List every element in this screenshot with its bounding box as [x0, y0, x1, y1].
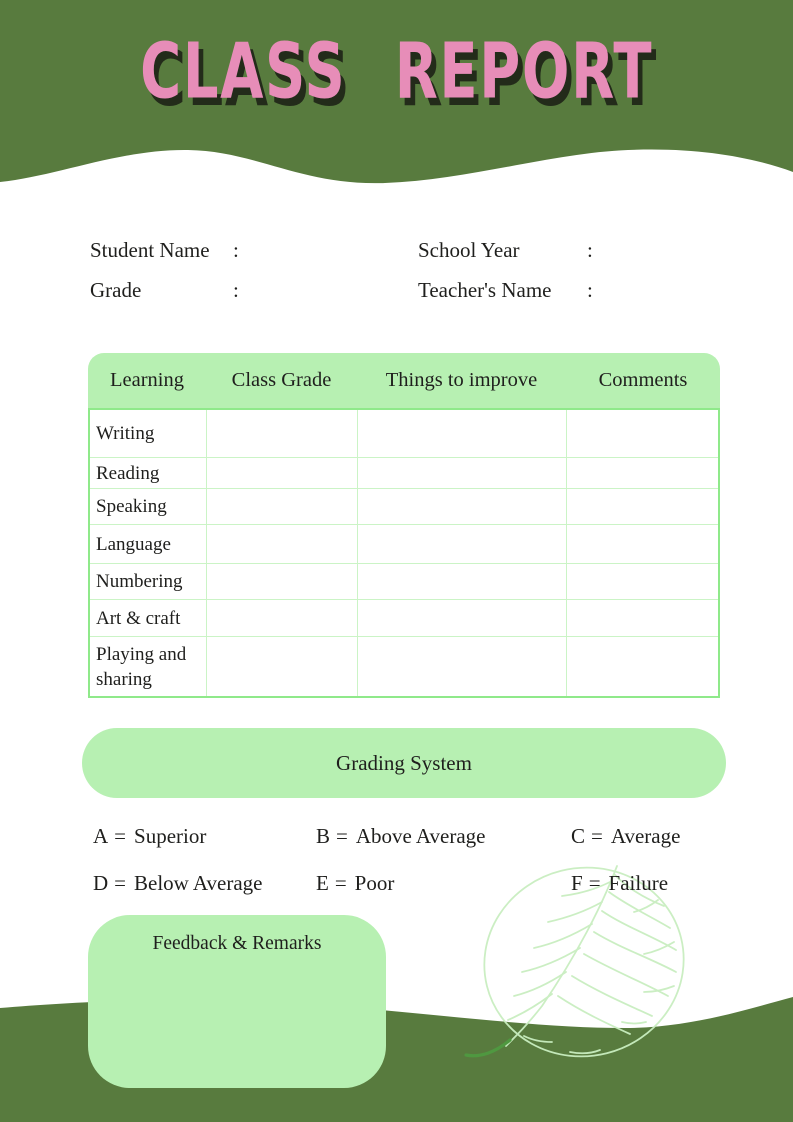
legend-letter: B	[316, 824, 331, 848]
table-row	[90, 636, 718, 696]
legend-item-f	[571, 871, 668, 896]
comments-cell[interactable]	[566, 458, 718, 488]
table-row	[90, 488, 718, 524]
legend-item-a	[93, 824, 206, 849]
grading-system-title: Grading System	[336, 750, 472, 775]
student-name-field	[90, 238, 357, 263]
legend-meaning: Superior	[134, 824, 207, 848]
class-grade-cell[interactable]	[206, 637, 357, 696]
legend-item-e	[316, 871, 394, 896]
table-row	[90, 457, 718, 488]
grade-field	[90, 278, 357, 303]
subject-label: Numbering	[96, 571, 183, 592]
class-grade-cell[interactable]	[206, 410, 357, 457]
things-to-improve-cell[interactable]	[357, 600, 566, 636]
legend-item-c	[571, 824, 680, 849]
equals-sign: =	[591, 824, 603, 848]
column-header-things-to-improve: Things to improve	[385, 369, 538, 391]
legend-item-b	[316, 824, 486, 849]
comments-cell[interactable]	[566, 489, 718, 524]
school-year-value[interactable]	[601, 238, 711, 263]
column-header-comments: Comments	[598, 369, 688, 391]
things-to-improve-cell[interactable]	[357, 637, 566, 696]
equals-sign: =	[114, 871, 127, 895]
class-grade-cell[interactable]	[206, 458, 357, 488]
teacher-name-label: Teacher's Name	[418, 278, 552, 302]
things-to-improve-cell[interactable]	[357, 525, 566, 563]
column-header-class-grade: Class Grade	[231, 369, 332, 391]
grading-system-banner	[82, 728, 726, 798]
teacher-name-value[interactable]	[601, 278, 711, 303]
grade-colon: :	[233, 278, 239, 302]
page-title: CLASS REPORT	[140, 26, 653, 117]
subject-label: Reading	[96, 462, 160, 484]
comments-cell[interactable]	[566, 525, 718, 563]
feedback-content-area[interactable]	[88, 955, 386, 1065]
school-year-colon: :	[587, 238, 593, 262]
feedback-box	[88, 915, 386, 1088]
table-row	[90, 410, 718, 457]
grades-table-header	[88, 353, 720, 408]
class-grade-cell[interactable]	[206, 525, 357, 563]
header	[0, 26, 793, 117]
comments-cell[interactable]	[566, 564, 718, 599]
legend-letter: A	[93, 824, 109, 848]
comments-cell[interactable]	[566, 410, 718, 457]
subject-label: Language	[96, 533, 171, 555]
teacher-name-field	[418, 278, 711, 303]
class-grade-cell[interactable]	[206, 564, 357, 599]
things-to-improve-cell[interactable]	[357, 458, 566, 488]
things-to-improve-cell[interactable]	[357, 489, 566, 524]
legend-meaning: Poor	[354, 871, 395, 895]
grades-table	[88, 408, 720, 698]
grade-label: Grade	[90, 278, 142, 302]
feedback-title: Feedback & Remarks	[152, 933, 322, 954]
legend-letter: E	[316, 871, 329, 895]
equals-sign: =	[336, 824, 348, 848]
table-row	[90, 599, 718, 636]
subject-label: Playing and sharing	[96, 643, 187, 690]
legend-meaning: Above Average	[355, 824, 486, 848]
school-year-field	[418, 238, 711, 263]
class-grade-cell[interactable]	[206, 600, 357, 636]
legend-letter: D	[93, 871, 109, 895]
legend-letter: C	[571, 824, 586, 848]
student-name-label: Student Name	[90, 238, 210, 262]
subject-label: Art & craft	[96, 607, 181, 629]
equals-sign: =	[114, 824, 127, 848]
teacher-name-colon: :	[587, 278, 593, 302]
leaf-stem	[466, 1040, 510, 1056]
student-name-value[interactable]	[247, 238, 357, 263]
class-grade-cell[interactable]	[206, 489, 357, 524]
legend-letter: F	[571, 871, 583, 895]
subject-label: Writing	[96, 423, 155, 444]
legend-item-d	[93, 871, 263, 896]
student-name-colon: :	[233, 238, 239, 262]
things-to-improve-cell[interactable]	[357, 410, 566, 457]
equals-sign: =	[334, 871, 347, 895]
comments-cell[interactable]	[566, 600, 718, 636]
subject-label: Speaking	[96, 496, 167, 517]
comments-cell[interactable]	[566, 637, 718, 696]
legend-meaning: Below Average	[134, 871, 263, 895]
legend-meaning: Failure	[608, 871, 669, 895]
table-row	[90, 524, 718, 563]
things-to-improve-cell[interactable]	[357, 564, 566, 599]
grade-value[interactable]	[247, 278, 357, 303]
table-row	[90, 563, 718, 599]
column-header-learning: Learning	[110, 369, 184, 391]
legend-meaning: Average	[610, 824, 681, 848]
school-year-label: School Year	[418, 238, 520, 262]
equals-sign: =	[588, 871, 601, 895]
